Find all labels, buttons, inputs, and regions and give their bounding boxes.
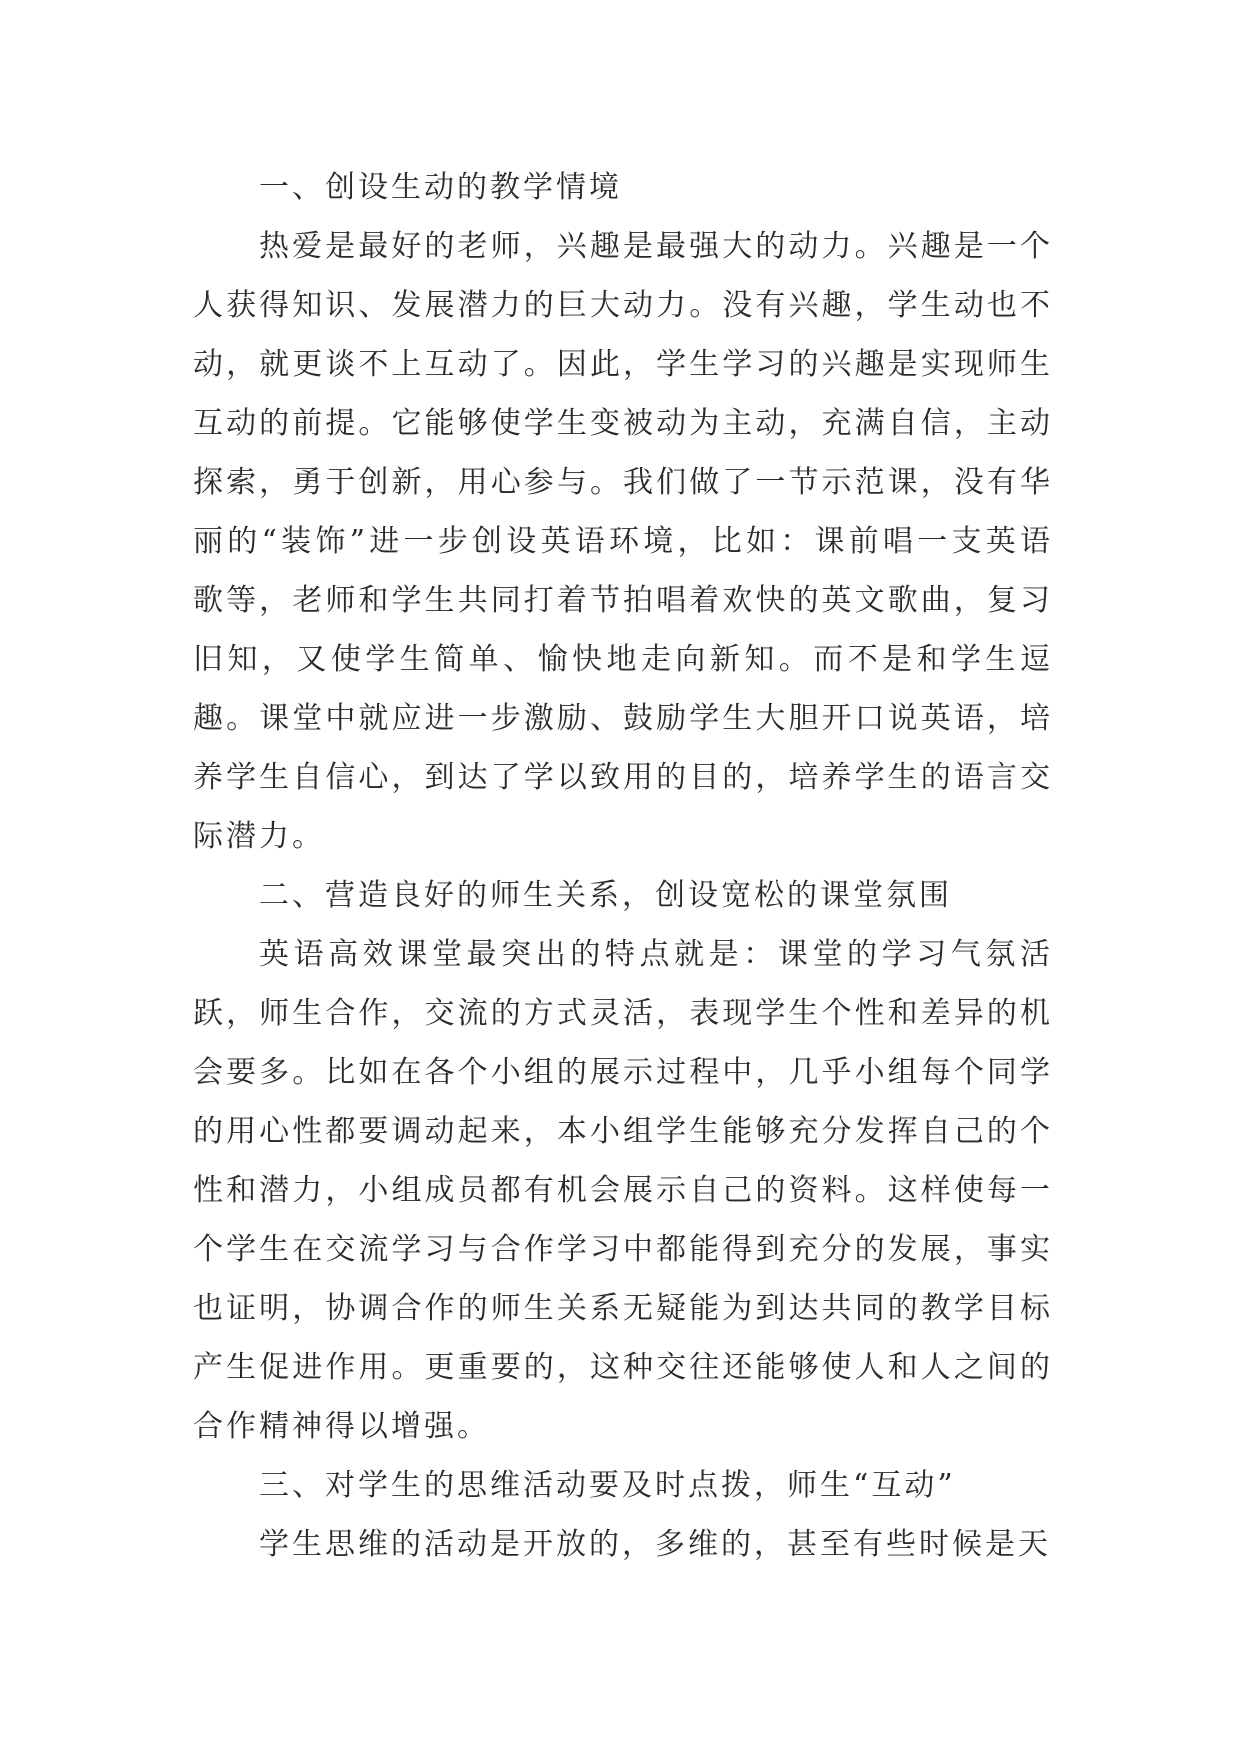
document-body	[193, 158, 1053, 1574]
section-heading-3: 三、对学生的思维活动要及时点拨，师生“互动”	[259, 1468, 956, 1503]
section-heading-2: 二、营造良好的师生关系，创设宽松的课堂氛围	[259, 878, 952, 913]
section-heading-1: 一、创设生动的教学情境	[259, 170, 622, 205]
body-paragraph-1: 热爱是最好的老师，兴趣是最强大的动力。兴趣是一个人获得知识、发展潜力的巨大动力。没有兴趣，学生动也不动，就更谈不上互动了。因此，学生学习的兴趣是实现师生互动的前提。它能够使学生变被动为主动，充满自信，主动探索，勇于创新，用心参与。我们做了一节示范课，没有华丽的“装饰”进一步创设英语环境，比如：课前唱一支英语歌等，老师和学生共同打着节拍唱着欢快的英文歌曲，复习旧知，又使学生简单、愉快地走向新知。而不是和学生逗趣。课堂中就应进一步激励、鼓励学生大胆开口说英语，培养学生自信心，到达了学以致用的目的，培养学生的语言交际潜力。	[193, 229, 1053, 854]
body-paragraph-2: 英语高效课堂最突出的特点就是：课堂的学习气氛活跃，师生合作，交流的方式灵活，表现学生个性和差异的机会要多。比如在各个小组的展示过程中，几乎小组每个同学的用心性都要调动起来，本小组学生能够充分发挥自己的个性和潜力，小组成员都有机会展示自己的资料。这样使每一个学生在交流学习与合作学习中都能得到充分的发展，事实也证明，协调合作的师生关系无疑能为到达共同的教学目标产生促进作用。更重要的，这种交往还能够使人和人之间的合作精神得以增强。	[193, 937, 1053, 1444]
body-paragraph-3: 学生思维的活动是开放的，多维的，甚至有些时候是天	[259, 1527, 1051, 1562]
